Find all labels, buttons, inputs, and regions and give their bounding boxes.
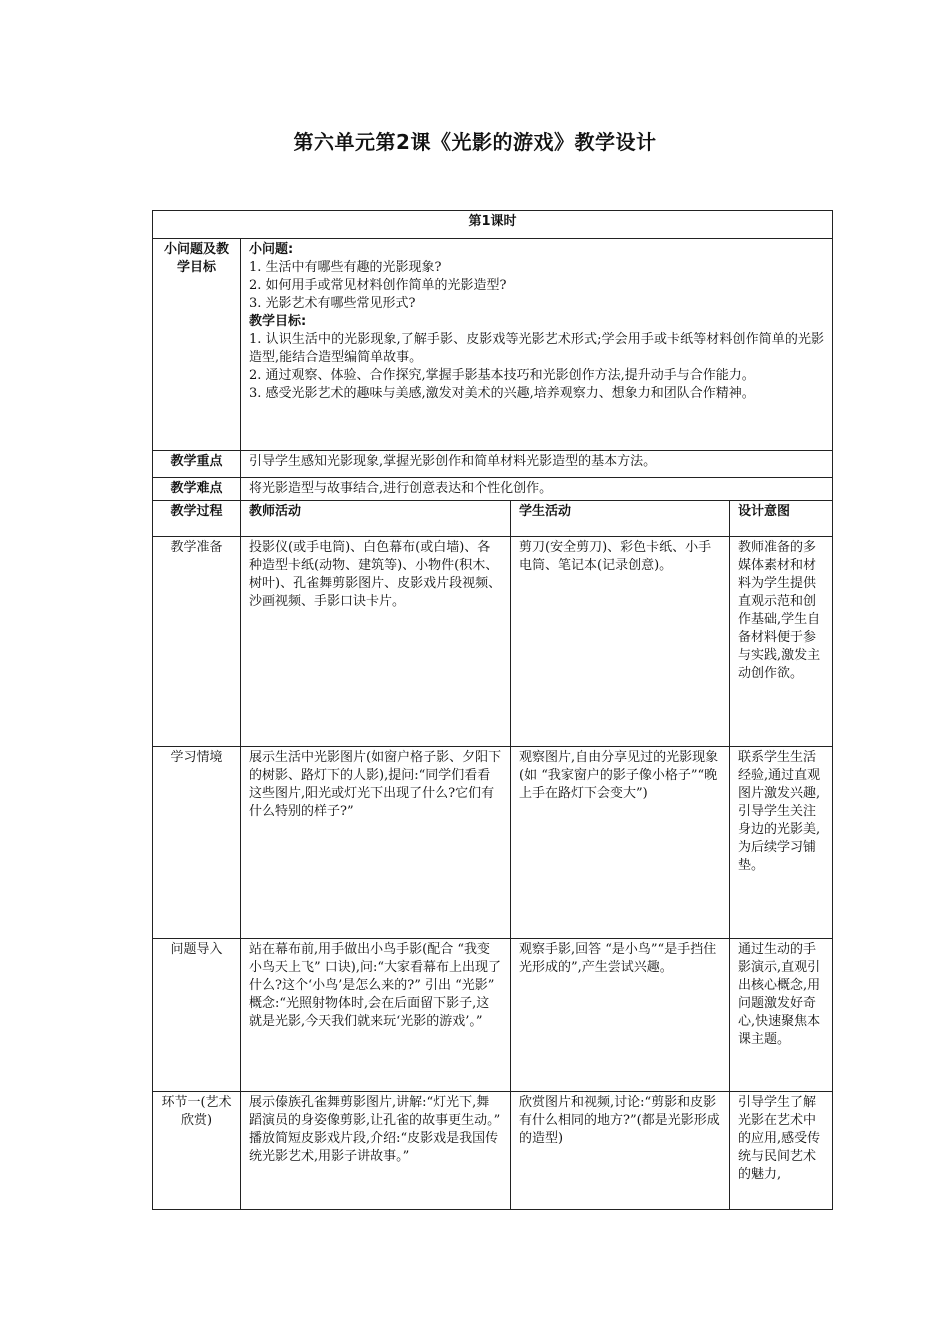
question-item: 1. 生活中有哪些有趣的光影现象? xyxy=(249,260,442,275)
student-activity: 观察手影,回答 “是小鸟”“是手挡住光形成的”,产生尝试兴趣。 xyxy=(511,939,730,1092)
question-item: 3. 光影艺术有哪些常见形式? xyxy=(249,296,416,311)
session-header: 第1课时 xyxy=(153,211,833,239)
process-label: 教学过程 xyxy=(153,501,241,537)
key-row xyxy=(153,451,833,478)
student-activity: 剪刀(安全剪刀)、彩色卡纸、小手电筒、笔记本(记录创意)。 xyxy=(511,537,730,747)
teacher-activity: 站在幕布前,用手做出小鸟手影(配合 “我变小鸟天上飞” 口诀),问:“大家看幕布上出现了什么?这个‘小鸟’是怎么来的?” 引出 “光影” 概念:“光照射物体时,会在后面留下影子,这就是光影,今天我们就来玩‘光影的游戏’。” xyxy=(241,939,511,1092)
page-title: 第六单元第2课《光影的游戏》教学设计 xyxy=(293,130,657,154)
objectives-heading: 教学目标: xyxy=(249,314,307,329)
student-activity: 欣赏图片和视频,讨论:“剪影和皮影有什么相同的地方?”(都是光影形成的造型) xyxy=(511,1092,730,1210)
questions-heading: 小问题: xyxy=(249,242,294,257)
session-row xyxy=(153,211,833,239)
teacher-column-header: 教师活动 xyxy=(241,501,511,537)
stage-label: 学习情境 xyxy=(153,747,241,939)
design-intent: 通过生动的手影演示,直观引出核心概念,用问题激发好奇心,快速聚焦本课主题。 xyxy=(730,939,833,1092)
objective-item: 1. 认识生活中的光影现象,了解手影、皮影戏等光影艺术形式;学会用手或卡纸等材料创作简单的光影造型,能结合造型编简单故事。 xyxy=(249,332,825,365)
student-column-header: 学生活动 xyxy=(511,501,730,537)
stage-label: 环节一(艺术欣赏) xyxy=(153,1092,241,1210)
table-row xyxy=(153,939,833,1092)
difficulty-label: 教学难点 xyxy=(153,478,241,501)
intent-column-header: 设计意图 xyxy=(730,501,833,537)
table-row xyxy=(153,1092,833,1210)
design-intent: 引导学生了解光影在艺术中的应用,感受传统与民间艺术的魅力, xyxy=(730,1092,833,1210)
design-intent: 联系学生生活经验,通过直观图片激发兴趣,引导学生关注身边的光影美,为后续学习铺垫。 xyxy=(730,747,833,939)
teacher-activity: 投影仪(或手电筒)、白色幕布(或白墙)、各种造型卡纸(动物、建筑等)、小物件(积木、树叶)、孔雀舞剪影图片、皮影戏片段视频、沙画视频、手影口诀卡片。 xyxy=(241,537,511,747)
question-item: 2. 如何用手或常见材料创作简单的光影造型? xyxy=(249,278,507,293)
difficulty-text: 将光影造型与故事结合,进行创意表达和个性化创作。 xyxy=(241,478,833,501)
key-text: 引导学生感知光影现象,掌握光影创作和简单材料光影造型的基本方法。 xyxy=(241,451,833,478)
teacher-activity: 展示生活中光影图片(如窗户格子影、夕阳下的树影、路灯下的人影),提问:“同学们看看这些图片,阳光或灯光下出现了什么?它们有什么特别的样子?” xyxy=(241,747,511,939)
key-label: 教学重点 xyxy=(153,451,241,478)
student-activity: 观察图片,自由分享见过的光影现象(如 “我家窗户的影子像小格子”“晚上手在路灯下会变大”) xyxy=(511,747,730,939)
goals-row xyxy=(153,239,833,451)
objective-item: 3. 感受光影艺术的趣味与美感,激发对美术的兴趣,培养观察力、想象力和团队合作精神。 xyxy=(249,386,755,401)
lesson-plan-table xyxy=(152,210,833,1210)
design-intent: 教师准备的多媒体素材和材料为学生提供直观示范和创作基础,学生自备材料便于参与实践,激发主动创作欲。 xyxy=(730,537,833,747)
table-row xyxy=(153,537,833,747)
process-header-row xyxy=(153,501,833,537)
objective-item: 2. 通过观察、体验、合作探究,掌握手影基本技巧和光影创作方法,提升动手与合作能力。 xyxy=(249,368,755,383)
teacher-activity: 展示傣族孔雀舞剪影图片,讲解:“灯光下,舞蹈演员的身姿像剪影,让孔雀的故事更生动。” 播放简短皮影戏片段,介绍:“皮影戏是我国传统光影艺术,用影子讲故事。” xyxy=(241,1092,511,1210)
stage-label: 问题导入 xyxy=(153,939,241,1092)
stage-label: 教学准备 xyxy=(153,537,241,747)
difficulty-row xyxy=(153,478,833,501)
table-row xyxy=(153,747,833,939)
goals-label: 小问题及教学目标 xyxy=(153,239,241,451)
goals-content xyxy=(241,239,833,451)
